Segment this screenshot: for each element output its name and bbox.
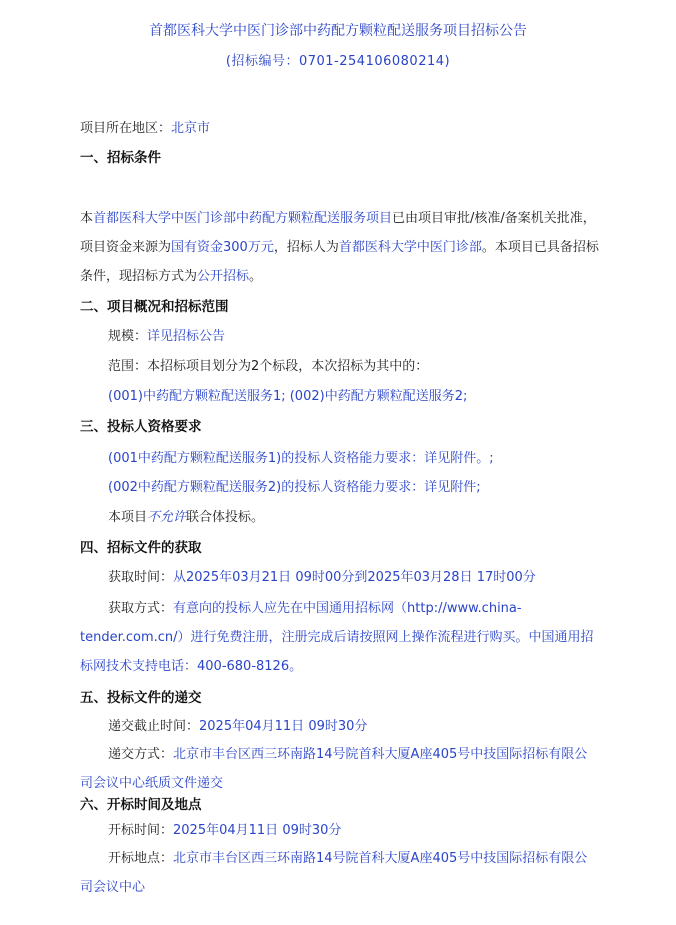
region-label: 项目所在地区：	[80, 121, 172, 136]
submit-method-value: 北京市丰台区西三环南路14号院首科大厦A座405号中技国际招标有限公司会议中心纸质文件递交	[80, 747, 588, 791]
opening-time-value: 2025年04月11日 09时30分	[173, 823, 342, 838]
scale-value: 详见招标公告	[147, 329, 226, 344]
obtain-method-label: 获取方式：	[108, 601, 174, 616]
p-text-e: 。	[249, 269, 263, 284]
opening-place-value: 北京市丰台区西三环南路14号院首科大厦A座405号中技国际招标有限公司会议中心	[80, 851, 588, 895]
section3-heading: 三、投标人资格要求	[80, 419, 202, 435]
submit-method-row	[80, 740, 600, 798]
consortium-row	[108, 508, 264, 528]
consortium-c: 联合体投标。	[186, 510, 265, 525]
p-text-c: ，招标人为	[273, 240, 339, 255]
scope-row: 范围：本招标项目划分为2个标段，本次招标为其中的：	[108, 359, 429, 374]
section6-heading: 六、开标时间及地点	[80, 797, 202, 813]
opening-time-label: 开标时间：	[108, 823, 174, 838]
section2-heading: 二、项目概况和招标范围	[80, 299, 229, 315]
p-text-b: 已由项目审批/核准/备案机关批准，项目资金来源为	[80, 211, 596, 255]
section5-heading: 五、投标文件的递交	[80, 690, 202, 706]
lots-list: (001)中药配方颗粒配送服务1; (002)中药配方颗粒配送服务2;	[108, 389, 468, 404]
section4-heading: 四、招标文件的获取	[80, 540, 202, 556]
qualification-req-2: (002中药配方颗粒配送服务2)的投标人资格能力要求：详见附件;	[108, 480, 481, 495]
tenderer-name: 首都医科大学中医门诊部	[338, 240, 482, 255]
scale-row	[108, 327, 225, 347]
consortium-status: 不允许	[147, 510, 187, 525]
notice-title: 首都医科大学中医门诊部中药配方颗粒配送服务项目招标公告	[149, 23, 527, 39]
region-value: 北京市	[171, 121, 211, 136]
qualification-req-1: (001中药配方颗粒配送服务1)的投标人资格能力要求：详见附件。;	[108, 451, 494, 466]
opening-time-row	[108, 821, 341, 841]
bid-number: (招标编号：0701-254106080214)	[225, 54, 451, 69]
obtain-time-label: 获取时间：	[108, 570, 174, 585]
section1-paragraph	[80, 204, 600, 291]
obtain-time-row	[108, 568, 536, 588]
p-text-a: 本	[80, 211, 94, 226]
submit-method-label: 递交方式：	[108, 747, 174, 762]
scale-label: 规模：	[108, 329, 148, 344]
p-text-d: 。本项目已具备招标条件，现招标方式为	[80, 240, 599, 284]
section1-heading: 一、招标条件	[80, 150, 161, 166]
deadline-value: 2025年04月11日 09时30分	[199, 719, 368, 734]
obtain-method-value: 有意向的投标人应先在中国通用招标网（http://www.china-tender.com.cn/）进行免费注册，注册完成后请按照网上操作流程进行购买。中国通用招标网技术支持电话：400-680-8126。	[80, 601, 594, 674]
obtain-method-row	[80, 594, 600, 681]
obtain-time-value: 从2025年03月21日 09时00分到2025年03月28日 17时00分	[173, 570, 536, 585]
project-region	[80, 119, 210, 139]
fund-source: 国有资金300万元	[171, 240, 274, 255]
project-name: 首都医科大学中医门诊部中药配方颗粒配送服务项目	[93, 211, 393, 226]
consortium-a: 本项目	[108, 510, 148, 525]
opening-place-label: 开标地点：	[108, 851, 174, 866]
opening-place-row	[80, 844, 600, 902]
tender-method: 公开招标	[197, 269, 250, 284]
deadline-label: 递交截止时间：	[108, 719, 200, 734]
deadline-row	[108, 717, 367, 737]
